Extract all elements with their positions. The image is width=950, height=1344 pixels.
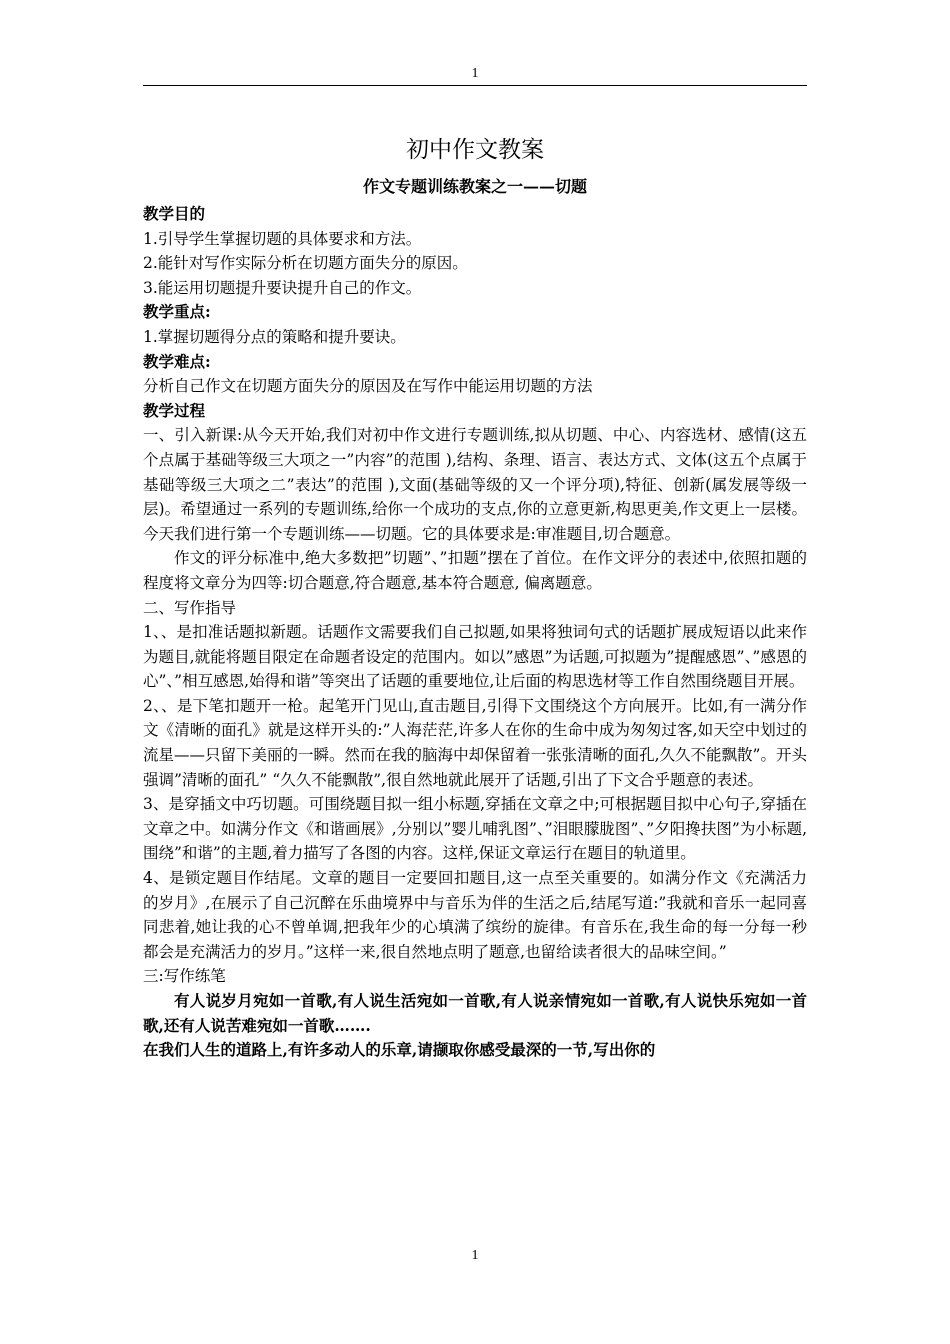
guidance-item-1: 1、、是扣准话题拟新题。话题作文需要我们自己拟题,如果将独词句式的话题扩展成短语以此来作为题目,就能将题目限定在命题者设定的范围内。如以”感恩”为话题,可拟题为”提醒感恩”、”感恩的心”、”相互感恩,始得和谐”等突出了话题的重要地位,让后面的构思选材等工作自然围绕题目开展。 (143, 623, 807, 691)
guidance-item-3: 3、是穿插文中巧切题。可围绕题目拟一组小标题,穿插在文章之中;可根据题目拟中心句子,穿插在文章之中。如满分作文《和谐画展》,分别以”婴儿哺乳图”、”泪眼朦胧图”、”夕阳搀扶图”为小标题,围绕”和谐”的主题,着力描写了各图的内容。这样,保证文章运行在题目的轨道里。 (143, 795, 807, 863)
document-subtitle: 作文专题训练教案之一——切题 (362, 177, 587, 196)
header-page-number: 1 (471, 66, 479, 81)
key-point-item: 1.掌握切题得分点的策略和提升要诀。 (143, 327, 406, 346)
difficulty-heading: 教学难点: (143, 351, 211, 371)
objective-item: 1.引导学生掌握切题的具体要求和方法。 (143, 229, 422, 248)
document-title: 初中作文教案 (406, 137, 544, 163)
header-divider (143, 85, 807, 86)
practice-heading: 三:写作练笔 (143, 967, 226, 986)
footer-page-number: 1 (471, 1248, 479, 1263)
key-points-heading: 教学重点: (143, 302, 211, 322)
practice-prompt-1: 有人说岁月宛如一首歌,有人说生活宛如一首歌,有人说亲情宛如一首歌,有人说快乐宛如一首歌,还有人说苦难宛如一首歌……. (143, 991, 807, 1035)
objective-item: 3.能运用切题提升要诀提升自己的作文。 (143, 278, 422, 297)
guidance-item-4: 4、是锁定题目作结尾。文章的题目一定要回扣题目,这一点至关重要的。如满分作文《充满活力的岁月》,在展示了自己沉醉在乐曲境界中与音乐为伴的生活之后,结尾写道:”我就和音乐一起同喜同悲着,她让我的心不曾单调,把我年少的心填满了缤纷的旋律。有音乐在,我生命的每一分每一秒都会是充满活力的岁月。”这样一来,很自然地点明了题意,也留给读者很大的品味空间。” (143, 869, 807, 961)
difficulty-text: 分析自己作文在切题方面失分的原因及在写作中能运用切题的方法 (143, 377, 593, 396)
scoring-paragraph: 作文的评分标准中,绝大多数把”切题”、”扣题”摆在了首位。在作文评分的表述中,依照扣题的程度将文章分为四等:切合题意,符合题意,基本符合题意, 偏离题意。 (143, 549, 807, 592)
process-heading: 教学过程 (143, 400, 206, 420)
objectives-heading: 教学目的 (143, 204, 206, 223)
objective-item: 2.能针对写作实际分析在切题方面失分的原因。 (143, 254, 468, 273)
practice-prompt-2: 在我们人生的道路上,有许多动人的乐章,请撷取你感受最深的一节,写出你的 (143, 1040, 656, 1060)
document-body (143, 132, 807, 1063)
guidance-heading: 二、写作指导 (143, 598, 237, 617)
intro-paragraph: 一、引入新课:从今天开始,我们对初中作文进行专题训练,拟从切题、中心、内容选材、感情(这五个点属于基础等级三大项之一”内容”的范围 ),结构、条理、语言、表达方式、文体(这五个点属于基础等级三大项之二”表达”的范围 ),文面(基础等级的又一个评分项),特征、创新(属发展等级一层)。希望通过一系列的专题训练,给你一个成功的支点,你的立意更新,构思更美,作文更上一层楼。今天我们进行第一个专题训练——切题。它的具体要求是:审准题目,切合题意。 (143, 426, 807, 543)
guidance-item-2: 2、、是下笔扣题开一枪。起笔开门见山,直击题目,引得下文围绕这个方向展开。比如,有一满分作文《清晰的面孔》就是这样开头的:”人海茫茫,许多人在你的生命中成为匆匆过客,如天空中划过的流星——只留下美丽的一瞬。然而在我的脑海中却保留着一张张清晰的面孔,久久不能飘散”。开头强调”清晰的面孔” “久久不能飘散”,很自然地就此展开了话题,引出了下文合乎题意的表述。 (143, 696, 807, 789)
